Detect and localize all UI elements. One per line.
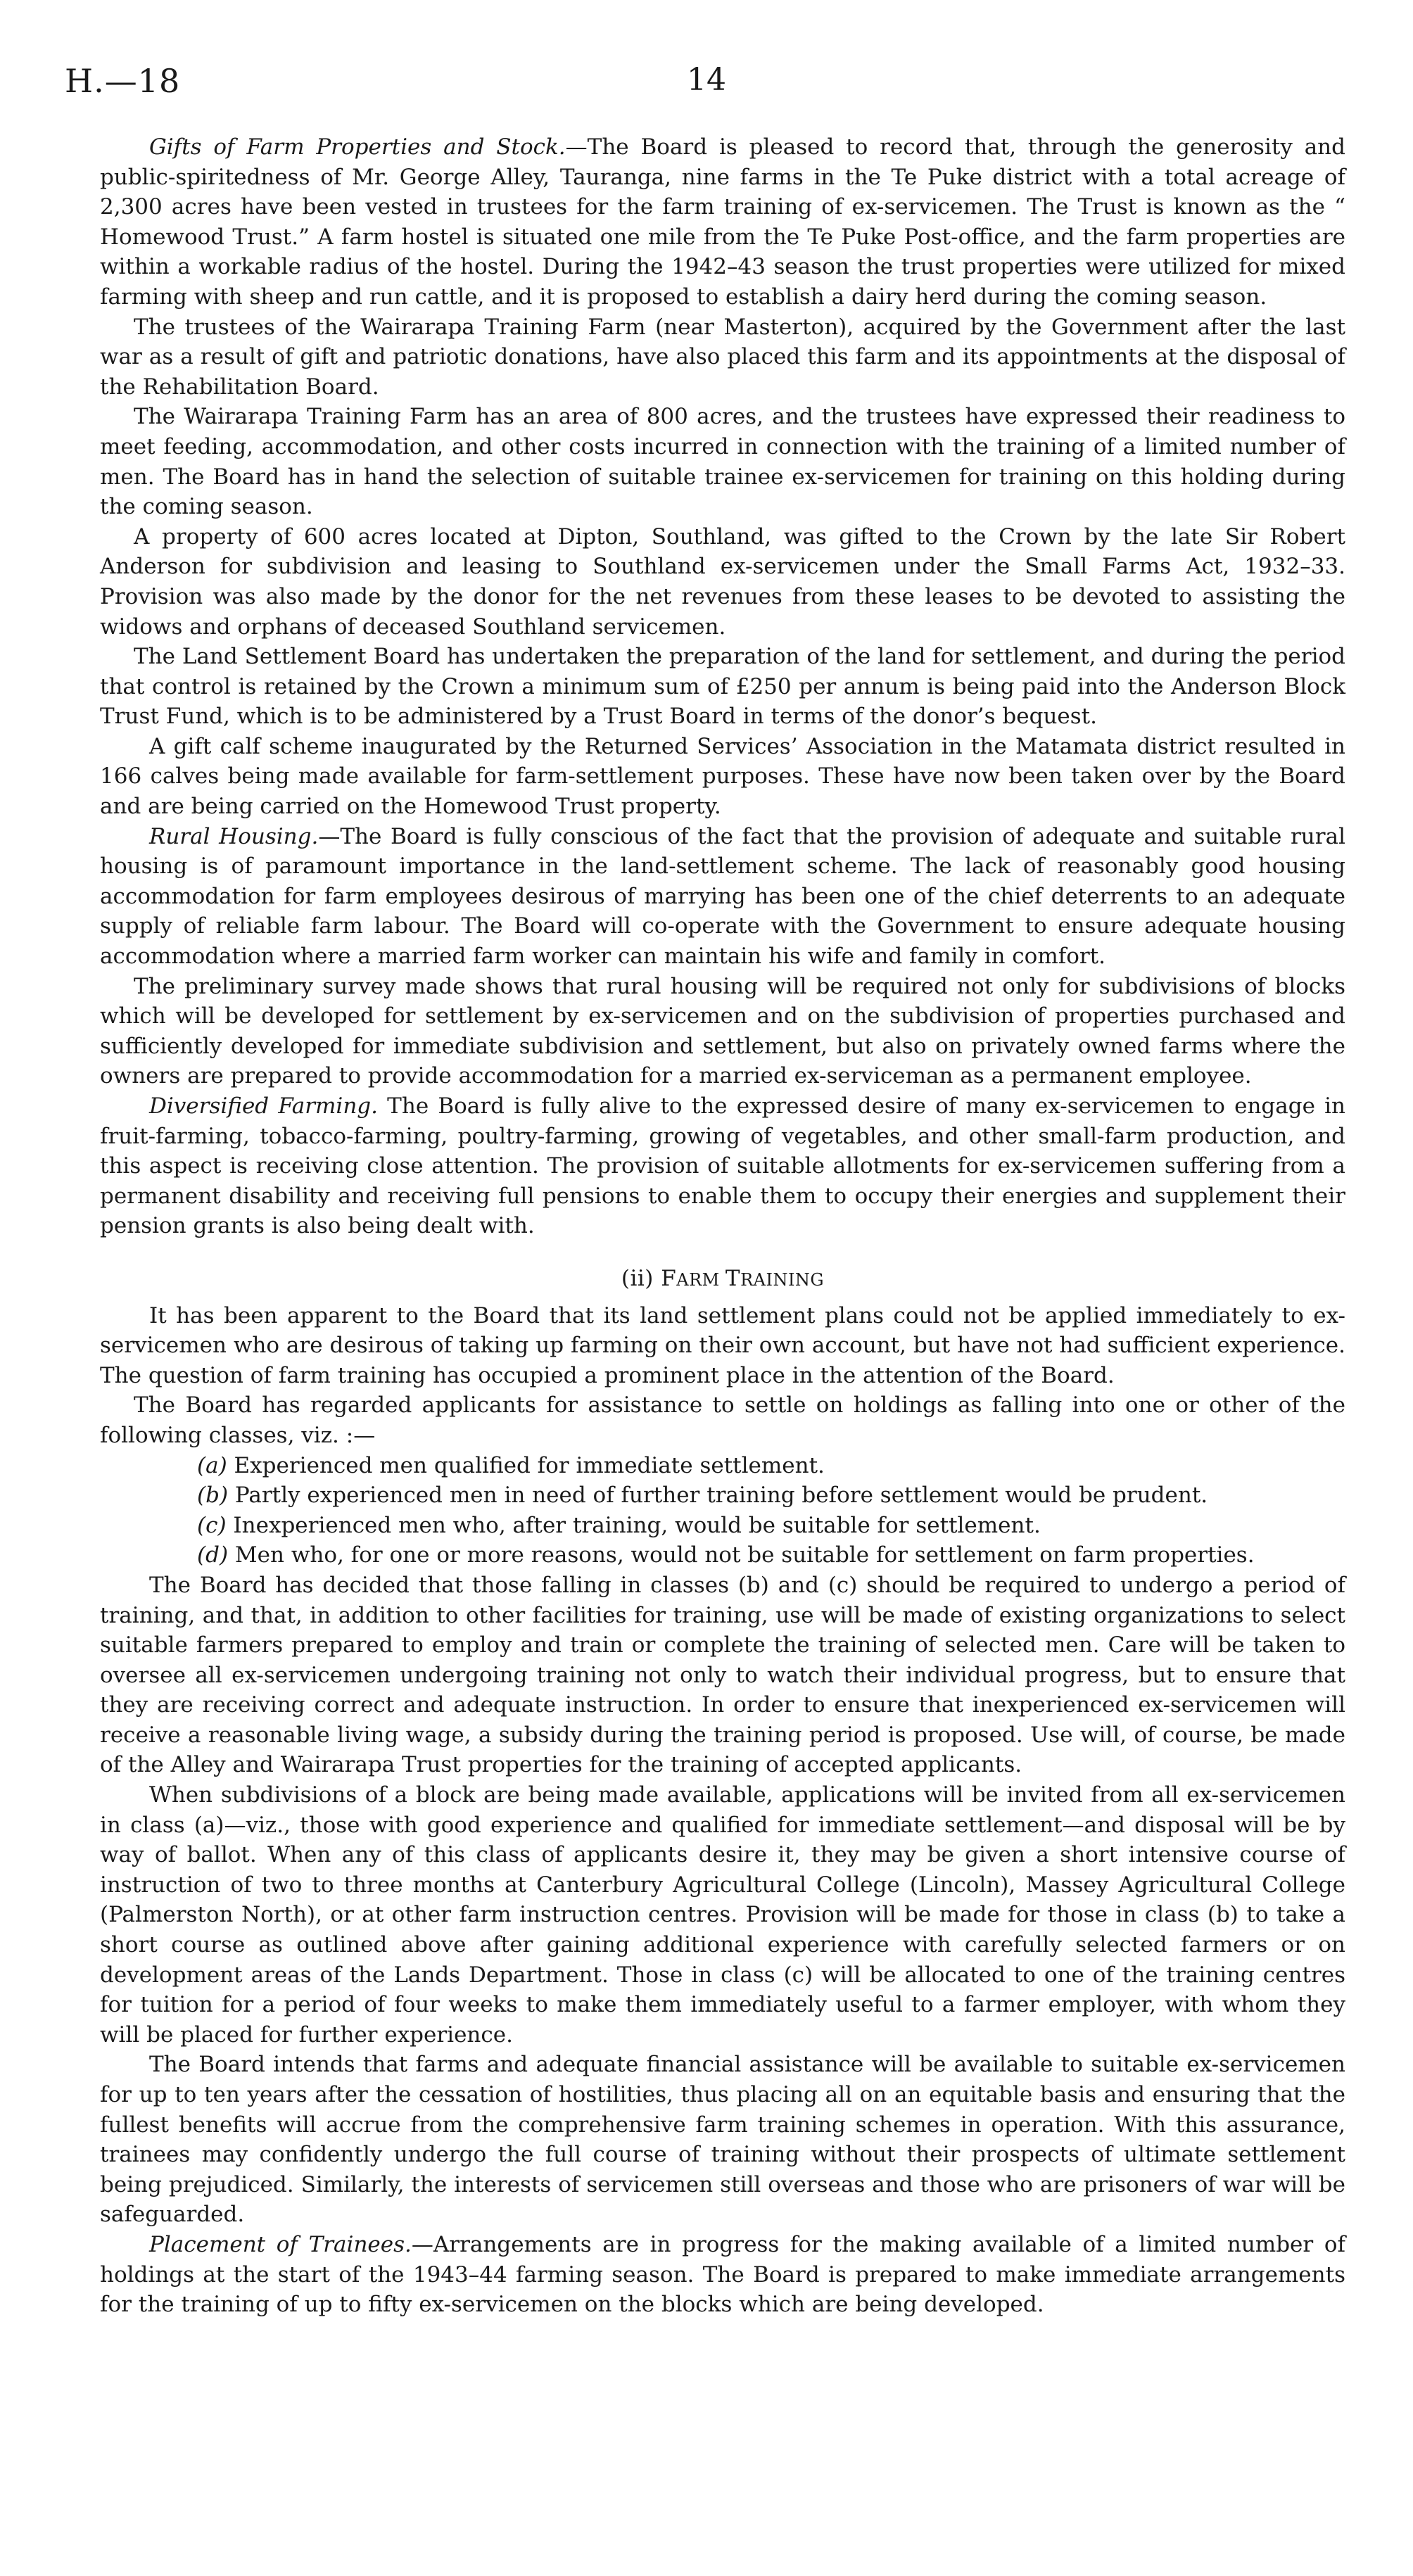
page-number: 14 (687, 62, 726, 98)
paragraph-wairarapa-trustees: The trustees of the Wairarapa Training Farm (near Masterton), acquired by the Government after the last war as a result of gift and patriotic donations, have also placed this farm and its appointments at the disposal of the Rehabilitation Board. (100, 314, 1345, 400)
paragraph-rural-housing (100, 822, 1345, 972)
heading-rest: RAINING (740, 1269, 825, 1290)
run-in-heading: Rural Housing. (149, 823, 319, 849)
page-body (100, 132, 1345, 2320)
list-item (100, 1451, 1345, 1481)
class-letter: (a) (197, 1452, 227, 1478)
paragraph-diversified-farming (100, 1091, 1345, 1241)
class-letter: (d) (197, 1542, 229, 1568)
list-item (100, 1480, 1345, 1511)
run-in-heading: Placement of Trainees. (149, 2231, 412, 2257)
paragraph-land-settlement-board: The Land Settlement Board has undertaken the preparation of the land for settlement, and during the period that control is retained by the Crown a minimum sum of £250 per annum is being paid into the Anderson Block Trust Fund, which is to be administered by a Trust Board in terms of the donor’s bequest. (100, 644, 1345, 730)
document-id: H.—18 (65, 62, 181, 100)
paragraph-classes-intro: The Board has regarded applicants for assistance to settle on holdings as falling into one or other of the following classes, viz. :— (100, 1392, 1345, 1448)
paragraph-text: The Board is fully alive to the expressed desire of many ex-servicemen to engage in fruit-farming, tobacco-farming, poultry-farming, growing of vegetables, and other small-farm production, and this aspect is receiving close attention. The provision of suitable allotments for ex-servicemen suffering from a permanent disability and receiving full pensions to enable them to occupy their energies and supplement their pension grants is also being dealt with. (100, 1093, 1345, 1239)
paragraph-dipton-property: A property of 600 acres located at Dipton, Southland, was gifted to the Crown by the late Sir Robert Anderson for subdivision and leasing to Southland ex-servicemen under the Small Farms Act, 1932–33. Provision was also made by the donor for the net revenues from these leases to be devoted to assisting the widows and orphans of deceased Southland servicemen. (100, 524, 1345, 640)
paragraph-gifts-of-farm-properties (100, 132, 1345, 312)
heading-rest: ARM (676, 1269, 725, 1290)
list-item (100, 1540, 1345, 1571)
paragraph-wairarapa-area: The Wairarapa Training Farm has an area of 800 acres, and the trustees have expressed their readiness to meet feeding, accommodation, and other costs incurred in connection with the training of a limited number of men. The Board has in hand the selection of suitable trainee ex-servicemen for training on this holding during the coming season. (100, 404, 1345, 520)
paragraph-text: —Arrangements are in progress for the making available of a limited number of holdings at the start of the 1943–44 farming season. The Board is prepared to make immediate arrangements for the training of up to fifty ex-servicemen on the blocks which are being developed. (100, 2231, 1345, 2318)
paragraph-preliminary-survey: The preliminary survey made shows that rural housing will be required not only for subdivisions of blocks which will be developed for settlement by ex-servicemen and on the subdivision of properties purchased and sufficiently developed for immediate subdivision and settlement, but also on privately owned farms where the owners are prepared to provide accommodation for a married ex-serviceman as a permanent employee. (100, 973, 1345, 1089)
applicant-classes-list (100, 1451, 1345, 1571)
paragraph-training-decision: The Board has decided that those falling in classes (b) and (c) should be required to undergo a period of training, and that, in addition to other facilities for training, use will be made of existing organizations to select suitable farmers prepared to employ and train or complete the training of selected men. Care will be taken to oversee all ex-servicemen undergoing training not only to watch their individual progress, but to ensure that they are receiving correct and adequate instruction. In order to ensure that inexperienced ex-servicemen will receive a reasonable living wage, a subsidy during the training period is proposed. Use will, of course, be made of the Alley and Wairarapa Trust properties for the training of accepted applicants. (100, 1572, 1345, 1778)
heading-initial: T (725, 1265, 741, 1291)
paragraph-training-apparent: It has been apparent to the Board that its land settlement plans could not be applied immediately to ex-servicemen who are desirous of taking up farming on their own account, but have not had sufficient experience. The question of farm training has occupied a prominent place in the attention of the Board. (100, 1302, 1345, 1388)
class-text: Inexperienced men who, after training, would be suitable for settlement. (233, 1512, 1041, 1538)
paragraph-text: —The Board is fully conscious of the fact that the provision of adequate and suitable rural housing is of paramount importance in the land-settlement scheme. The lack of reasonably good housing accommodation for farm employees desirous of marrying has been one of the chief deterrents to an adequate supply of reliable farm labour. The Board will co-operate with the Government to ensure adequate housing accommodation where a married farm worker can maintain his wife and family in comfort. (100, 823, 1345, 970)
list-item (100, 1511, 1345, 1541)
paragraph-gift-calf-scheme: A gift calf scheme inaugurated by the Returned Services’ Association in the Matamata district resulted in 166 calves being made available for farm-settlement purposes. These have now been taken over by the Board and are being carried on the Homewood Trust property. (100, 733, 1345, 820)
class-letter: (c) (197, 1512, 227, 1538)
paragraph-text: —The Board is pleased to record that, through the generosity and public-spiritedness of Mr. George Alley, Tauranga, nine farms in the Te Puke district with a total acreage of 2,300 acres have been vested in trustees for the farm training of ex-servicemen. The Trust is known as the “ Homewood Trust.” A farm hostel is situated one mile from the Te Puke Post-office, and the farm properties are within a workable radius of the hostel. During the 1942–43 season the trust properties were utilized for mixed farming with sheep and run cattle, and it is proposed to establish a dairy herd during the coming season. (100, 134, 1345, 310)
class-letter: (b) (197, 1483, 229, 1509)
run-in-heading: Gifts of Farm Properties and Stock. (149, 134, 566, 160)
paragraph-financial-assistance: The Board intends that farms and adequate financial assistance will be available to suitable ex-servicemen for up to ten years after the cessation of hostilities, thus placing all on an equitable basis and ensuring that the fullest benefits will accrue from the comprehensive farm training schemes in operation. With this assurance, trainees may confidently undergo the full course of training without their prospects of ultimate settlement being prejudiced. Similarly, the interests of servicemen still overseas and those who are prisoners of war will be safeguarded. (100, 2052, 1345, 2228)
section-heading-farm-training (100, 1264, 1345, 1295)
paragraph-subdivisions-ballot: When subdivisions of a block are being made available, applications will be invited from all ex-servicemen in class (a)—viz., those with good experience and qualified for immediate settlement—and disposal will be by way of ballot. When any of this class of applicants desire it, they may be given a short intensive course of instruction of two to three months at Canterbury Agricultural College (Lincoln), Massey Agricultural College (Palmerston North), or at other farm instruction centres. Provision will be made for those in class (b) to take a short course as outlined above after gaining additional experience with carefully selected farmers or on development areas of the Lands Department. Those in class (c) will be allocated to one of the training centres for tuition for a period of four weeks to make them immediately useful to a farmer employer, with whom they will be placed for further experience. (100, 1782, 1345, 2048)
heading-number: (ii) (621, 1265, 661, 1291)
class-text: Men who, for one or more reasons, would not be suitable for settlement on farm properties. (234, 1542, 1255, 1568)
page-header (65, 62, 1348, 104)
run-in-heading: Diversified Farming. (149, 1093, 378, 1119)
heading-initial: F (661, 1265, 677, 1291)
class-text: Experienced men qualified for immediate settlement. (234, 1452, 825, 1478)
paragraph-placement-of-trainees (100, 2230, 1345, 2320)
class-text: Partly experienced men in need of further training before settlement would be prudent. (234, 1483, 1208, 1509)
